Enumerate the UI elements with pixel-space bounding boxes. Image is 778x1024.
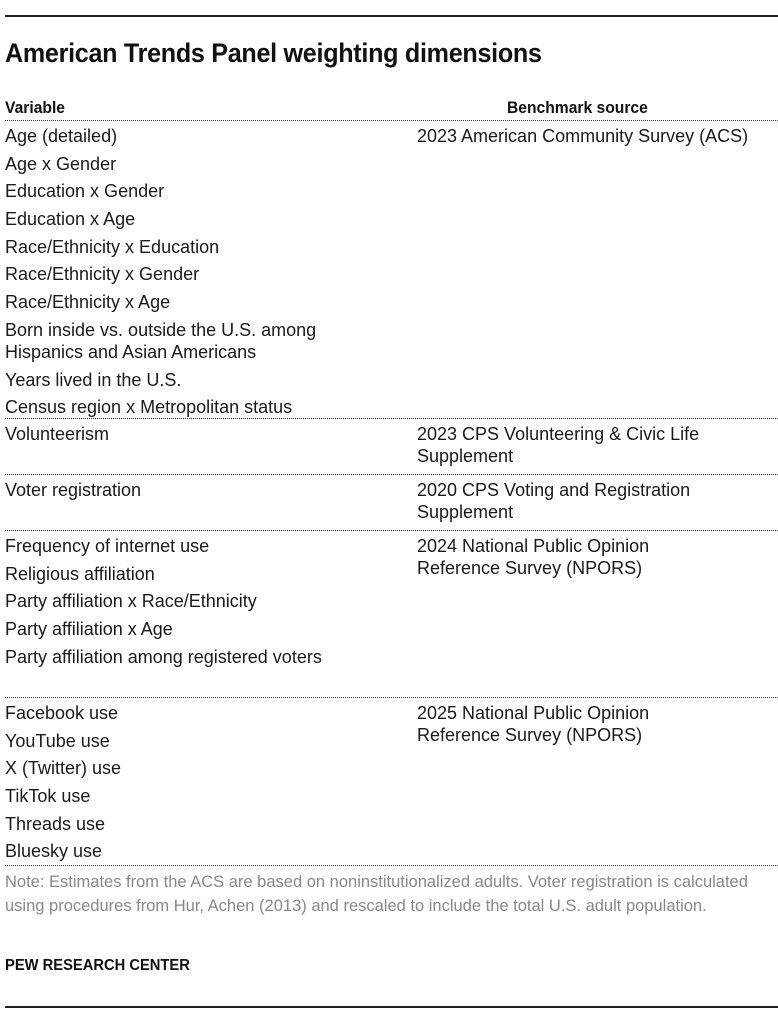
benchmark-source: 2024 National Public Opinion Reference Survey (NPORS) — [417, 536, 650, 578]
bottom-rule — [5, 1006, 778, 1008]
table-group-npors-2025 — [5, 698, 778, 866]
variable-item: Volunteerism — [5, 424, 110, 444]
source-attribution: PEW RESEARCH CENTER — [5, 957, 190, 974]
table-group-voter-registration — [5, 475, 778, 531]
benchmark-source: 2023 American Community Survey (ACS) — [417, 126, 749, 146]
variable-item: Race/Ethnicity x Education — [5, 236, 220, 257]
table-header — [5, 97, 778, 121]
variable-item: Education x Age — [5, 209, 136, 230]
column-header-variable: Variable — [5, 98, 66, 117]
variable-item: Bluesky use — [5, 841, 103, 862]
variable-item: Party affiliation x Race/Ethnicity — [5, 591, 257, 612]
variable-item: TikTok use — [5, 786, 91, 807]
table-group-acs — [5, 121, 778, 419]
benchmark-source: 2025 National Public Opinion Reference Survey (NPORS) — [417, 703, 650, 745]
variable-item: Age x Gender — [5, 153, 117, 174]
weighting-table — [5, 97, 778, 866]
table-group-npors-2024 — [5, 531, 778, 698]
variable-item: Years lived in the U.S. — [5, 369, 182, 390]
top-rule — [5, 15, 778, 17]
variable-item: Threads use — [5, 813, 106, 834]
variable-item: Voter registration — [5, 480, 142, 500]
variable-item: X (Twitter) use — [5, 758, 122, 779]
variable-item: Born inside vs. outside the U.S. among Hispanics and Asian Americans — [5, 319, 317, 362]
variable-item: Facebook use — [5, 703, 119, 723]
variable-item: Race/Ethnicity x Gender — [5, 264, 200, 285]
figure-title: American Trends Panel weighting dimensions — [5, 38, 542, 68]
variable-item: Frequency of internet use — [5, 536, 210, 556]
figure-note: Note: Estimates from the ACS are based on noninstitutionalized adults. Voter registration is calculated using procedures from Hur, Achen (2013) and rescaled to include the total U.S. adult population. — [5, 873, 748, 915]
benchmark-source: 2023 CPS Volunteering & Civic Life Supplement — [417, 424, 700, 466]
variable-item: Party affiliation x Age — [5, 619, 173, 640]
variable-item: Age (detailed) — [5, 126, 118, 146]
variable-item: Party affiliation among registered voters — [5, 646, 322, 667]
variable-item: YouTube use — [5, 730, 110, 751]
table-group-volunteering — [5, 419, 778, 475]
variable-item: Census region x Metropolitan status — [5, 397, 293, 418]
variable-item: Religious affiliation — [5, 563, 155, 584]
benchmark-source: 2020 CPS Voting and Registration Supplement — [417, 480, 691, 522]
variable-item: Race/Ethnicity x Age — [5, 292, 171, 313]
column-header-source: Benchmark source — [507, 98, 648, 117]
variable-item: Education x Gender — [5, 181, 165, 202]
